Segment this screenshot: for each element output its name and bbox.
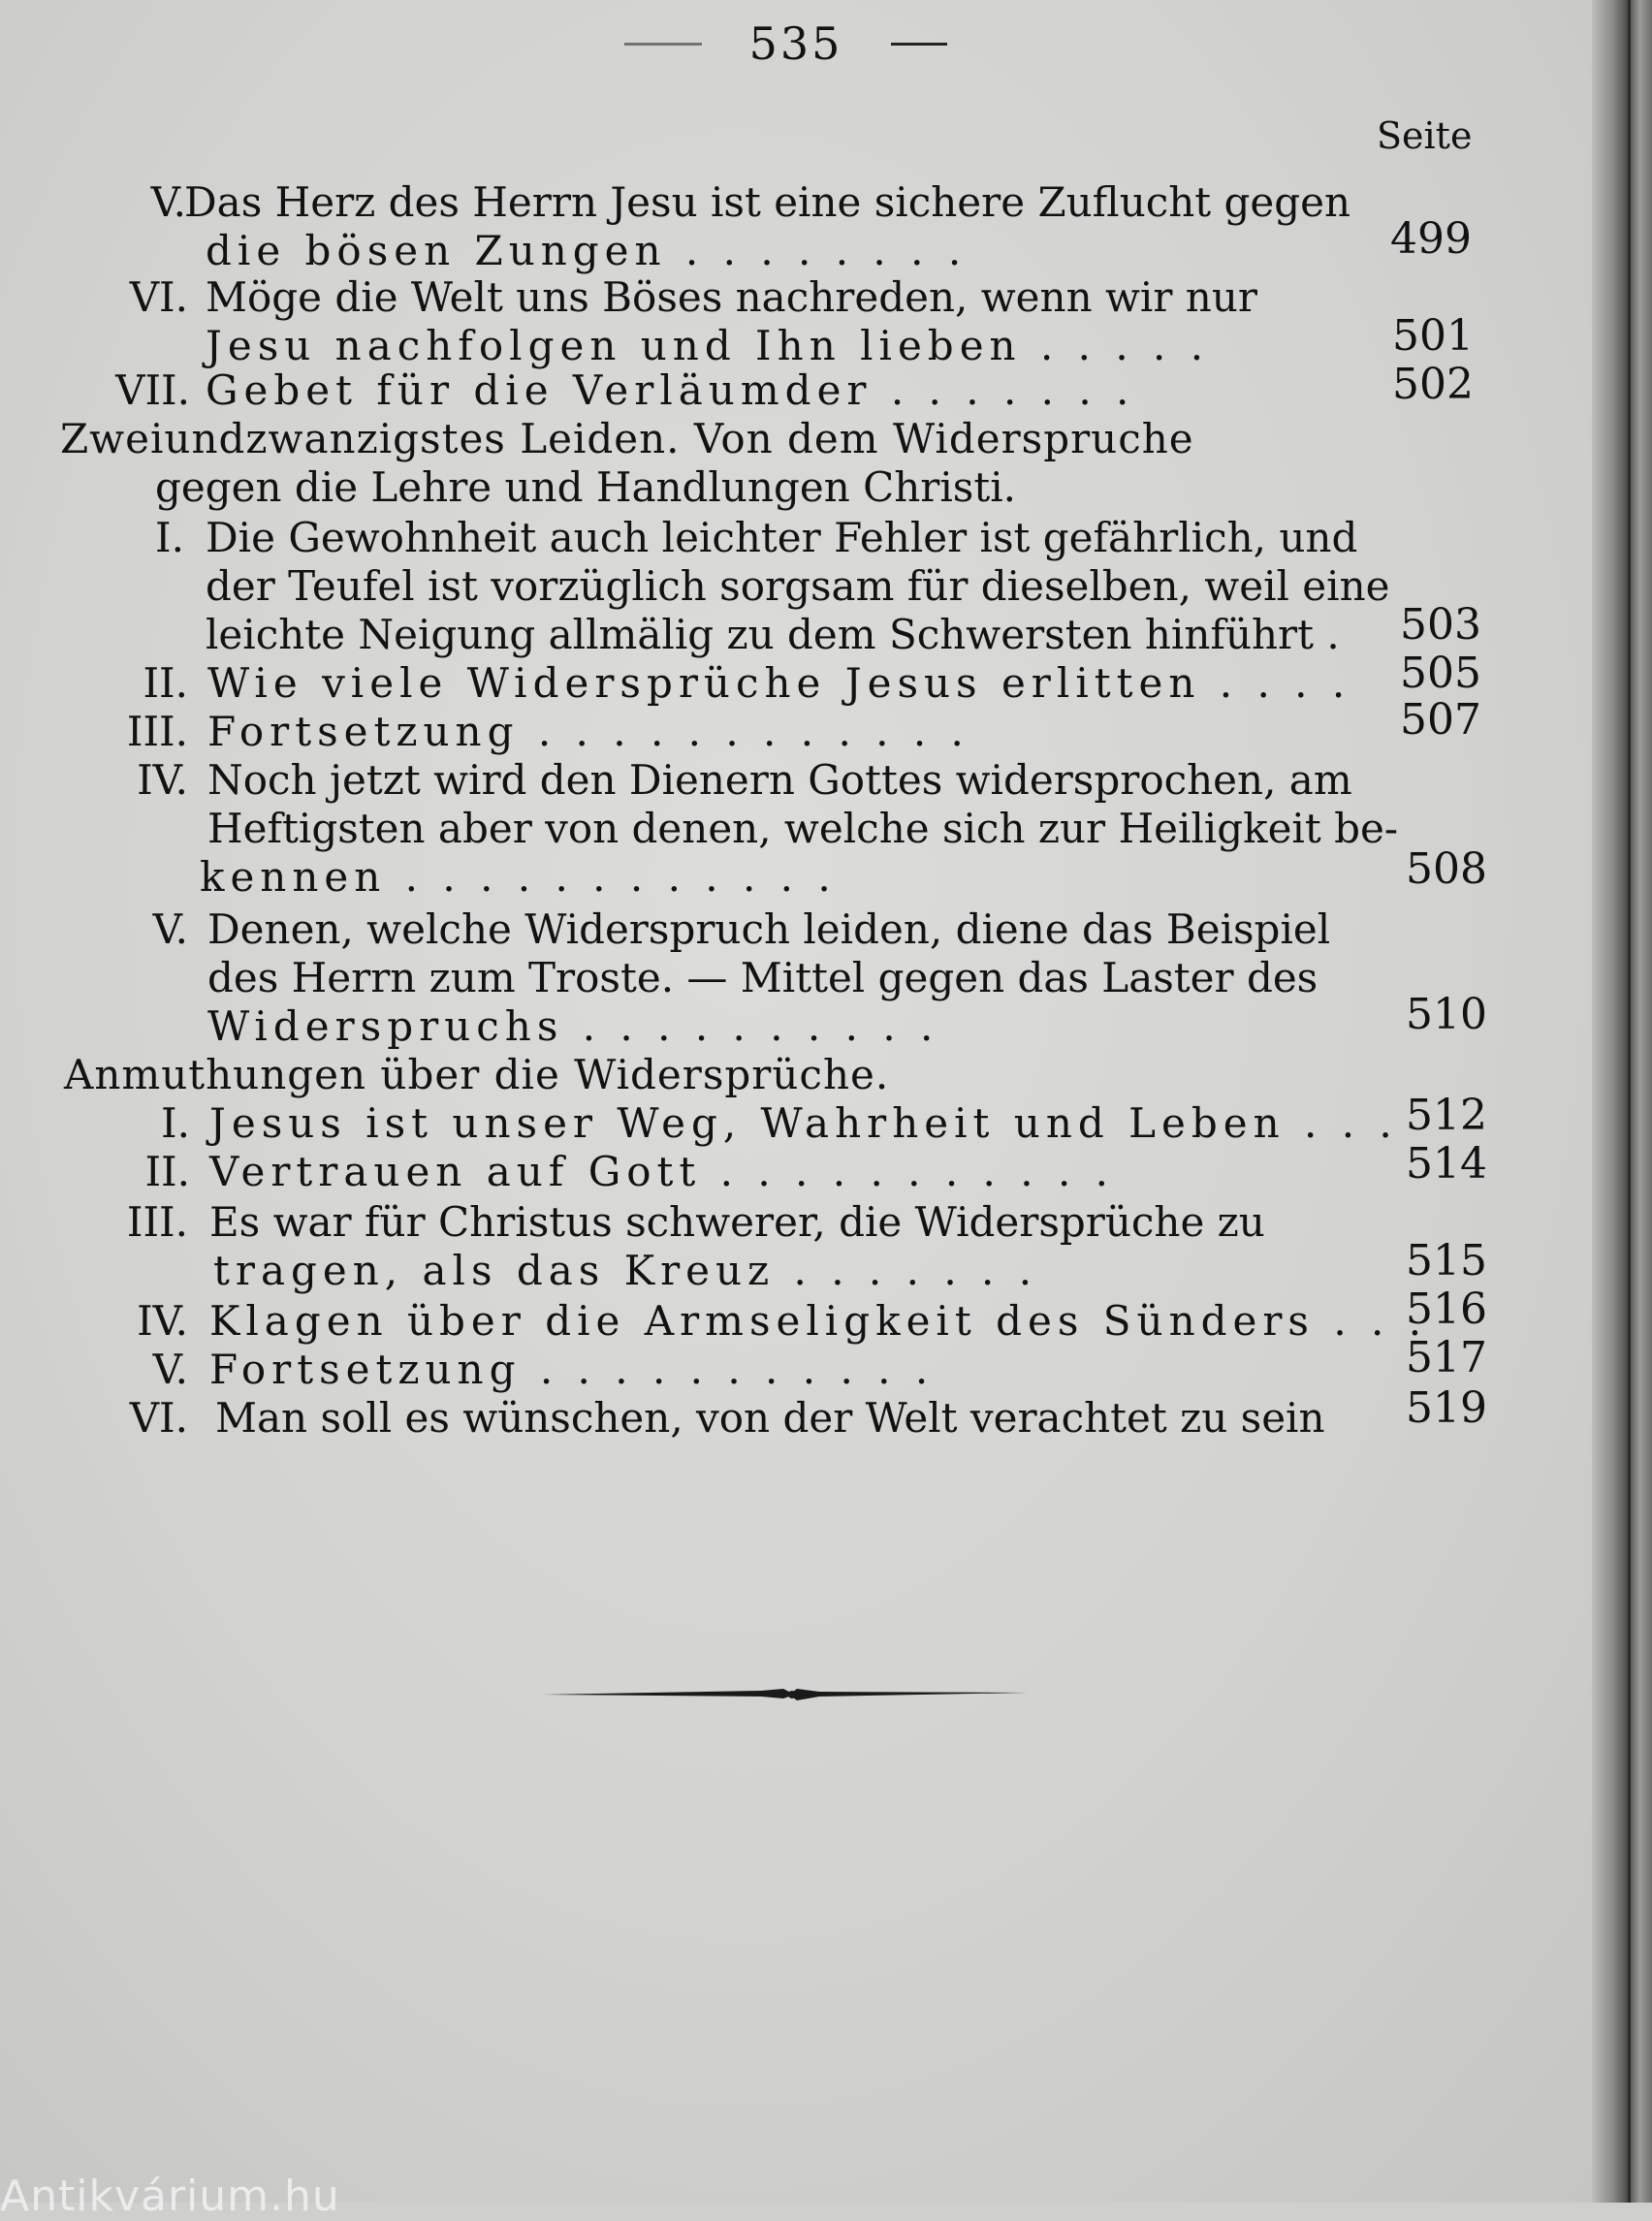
entry-text-line: Noch jetzt wird den Dienern Gottes widersprochen, am [207, 756, 1352, 804]
watermark: Antikvárium.hu [0, 2172, 340, 2221]
entry-number: I. [155, 514, 184, 561]
entry-text-line: des Herrn zum Troste. — Mittel gegen das Laster des [207, 954, 1318, 1001]
entry-text-line: Man soll es wünschen, von der Welt verachtet zu sein [215, 1394, 1325, 1442]
entry-text-line: Widerspruchs . . . . . . . . . . [207, 1002, 939, 1050]
entry-text-line: Jesu nachfolgen und Ihn lieben . . . . . [206, 322, 1210, 369]
entry-number: III. [126, 708, 188, 755]
entry-number: V. [152, 905, 188, 953]
entry-number: VI. [129, 1394, 188, 1442]
entry-page: 501 [1392, 311, 1474, 361]
section-heading-line: Zweiundzwanzigstes Leiden. Von dem Widerspruche [60, 415, 1194, 462]
entry-text-line: Heftigsten aber von denen, welche sich zur Heiligkeit be- [207, 805, 1399, 852]
entry-number: II. [144, 1148, 190, 1195]
section-heading-line: gegen die Lehre und Handlungen Christi. [155, 463, 1017, 511]
entry-text-line: kennen . . . . . . . . . . . . [200, 853, 837, 901]
entry-text-line: Klagen über die Armseligkeit des Sünders . . . [209, 1297, 1428, 1345]
entry-page: 512 [1406, 1091, 1487, 1140]
ornament-rule [543, 1679, 1028, 1708]
entry-page: 502 [1392, 360, 1474, 409]
entry-page: 514 [1406, 1139, 1487, 1189]
entry-text-line: Jesus ist unser Weg, Wahrheit und Leben . . . [209, 1099, 1398, 1147]
page-header [0, 17, 1571, 70]
header-rule-left [624, 43, 702, 46]
entry-text-line: die bösen Zungen . . . . . . . . [206, 227, 968, 274]
entry-text-line: Wie viele Widersprüche Jesus erlitten . . . . [207, 659, 1351, 707]
entry-page: 516 [1406, 1285, 1487, 1334]
entry-text-line: Fortsetzung . . . . . . . . . . . [209, 1346, 935, 1393]
entry-text-line: Möge die Welt uns Böses nachreden, wenn wir nur [206, 273, 1257, 321]
entry-number: V. [152, 1346, 188, 1393]
entry-number: VII. [115, 366, 190, 414]
entry-text-line: Vertrauen auf Gott . . . . . . . . . . . [209, 1148, 1114, 1195]
entry-text-line: leichte Neigung allmälig zu dem Schwersten hinführt . [206, 611, 1340, 658]
entry-text-line: Es war für Christus schwerer, die Widersprüche zu [209, 1198, 1265, 1246]
entry-page: 507 [1400, 695, 1481, 745]
entry-page: 499 [1390, 214, 1472, 264]
entry-number: I. [161, 1099, 190, 1147]
entry-text-line: Das Herz des Herrn Jesu ist eine sichere Zuflucht gegen [184, 178, 1351, 226]
column-label-seite: Seite [1377, 114, 1473, 157]
entry-number: III. [126, 1198, 188, 1246]
entry-number: V. [150, 178, 186, 226]
entry-text-line: Gebet für die Verläumder . . . . . . . [206, 366, 1135, 414]
entry-text-line: Fortsetzung . . . . . . . . . . . . [207, 708, 969, 755]
section-heading-line: Anmuthungen über die Widersprüche. [64, 1051, 890, 1098]
entry-page: 515 [1406, 1236, 1487, 1285]
page-number: 535 [748, 17, 843, 70]
entry-number: VI. [129, 273, 188, 321]
entry-page: 508 [1406, 844, 1487, 894]
entry-number: II. [143, 659, 188, 707]
entry-page: 510 [1406, 990, 1487, 1039]
entry-page: 505 [1400, 649, 1481, 698]
header-rule-right [891, 43, 947, 46]
entry-number: IV. [137, 1297, 188, 1345]
entry-page: 503 [1400, 600, 1481, 650]
entry-text-line: der Teufel ist vorzüglich sorgsam für dieselben, weil eine [206, 562, 1390, 610]
entry-text-line: Die Gewohnheit auch leichter Fehler ist gefährlich, und [206, 514, 1358, 561]
gutter-line [1628, 0, 1631, 2203]
entry-text-line: Denen, welche Widerspruch leiden, diene das Beispiel [207, 905, 1331, 953]
book-gutter [1592, 0, 1652, 2203]
entry-page: 517 [1406, 1333, 1487, 1382]
entry-number: IV. [137, 756, 188, 804]
entry-text-line: tragen, als das Kreuz . . . . . . . [213, 1247, 1038, 1294]
entry-page: 519 [1406, 1383, 1487, 1433]
